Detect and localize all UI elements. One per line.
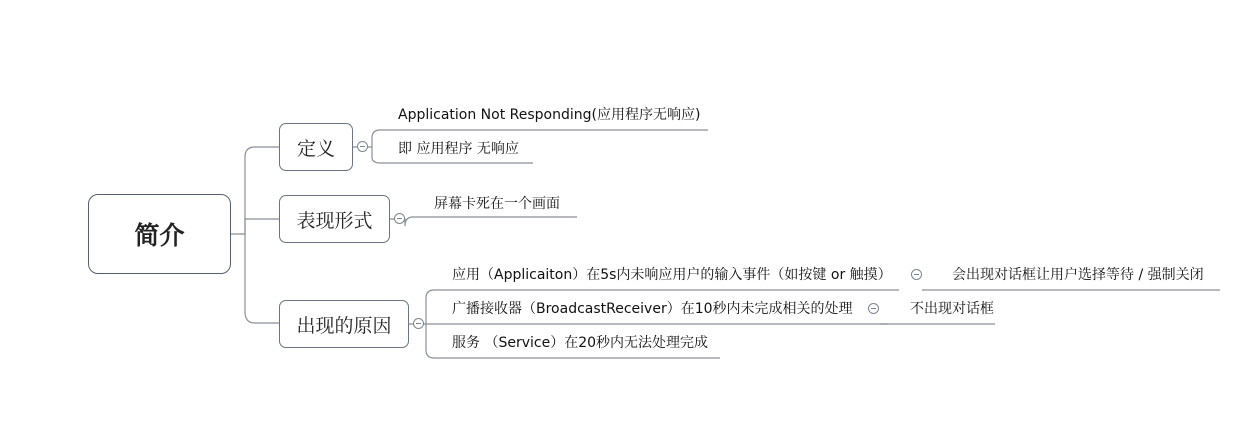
- branch-definition[interactable]: [279, 123, 353, 171]
- collapse-icon[interactable]: [394, 213, 405, 224]
- leaf-definition-2: 即 应用程序 无响应: [398, 141, 519, 157]
- branch-cause-label: 出现的原因: [296, 314, 392, 337]
- branch-cause[interactable]: [279, 300, 409, 348]
- root-label: 简介: [134, 221, 185, 250]
- leaf-cause-2: 广播接收器（BroadcastReceiver）在10秒内未完成相关的处理: [452, 301, 853, 317]
- branch-symptom-label: 表现形式: [296, 209, 373, 232]
- root-node[interactable]: [88, 194, 231, 274]
- branch-symptom[interactable]: [279, 195, 390, 243]
- collapse-icon[interactable]: [868, 303, 879, 314]
- leaf-symptom-1: 屏幕卡死在一个画面: [434, 196, 560, 212]
- connector-root-definition: [231, 147, 279, 234]
- collapse-icon[interactable]: [357, 141, 368, 152]
- leaf-cause-1-child: 会出现对话框让用户选择等待 / 强制关闭: [952, 267, 1204, 283]
- leaf-definition-1: Application Not Responding(应用程序无响应): [398, 107, 701, 123]
- connector-root-symptom: [245, 219, 279, 234]
- collapse-icon[interactable]: [413, 318, 424, 329]
- connector-root-cause: [245, 234, 279, 323]
- leaf-cause-2-child: 不出现对话框: [910, 301, 994, 317]
- leaf-cause-3: 服务 （Service）在20秒内无法处理完成: [452, 335, 709, 351]
- branch-definition-label: 定义: [296, 137, 335, 160]
- leaf-cause-1: 应用（Applicaiton）在5s内未响应用户的输入事件（如按键 or 触摸）: [452, 267, 892, 283]
- collapse-icon[interactable]: [911, 269, 922, 280]
- connector-symptom-leaf: [390, 217, 577, 226]
